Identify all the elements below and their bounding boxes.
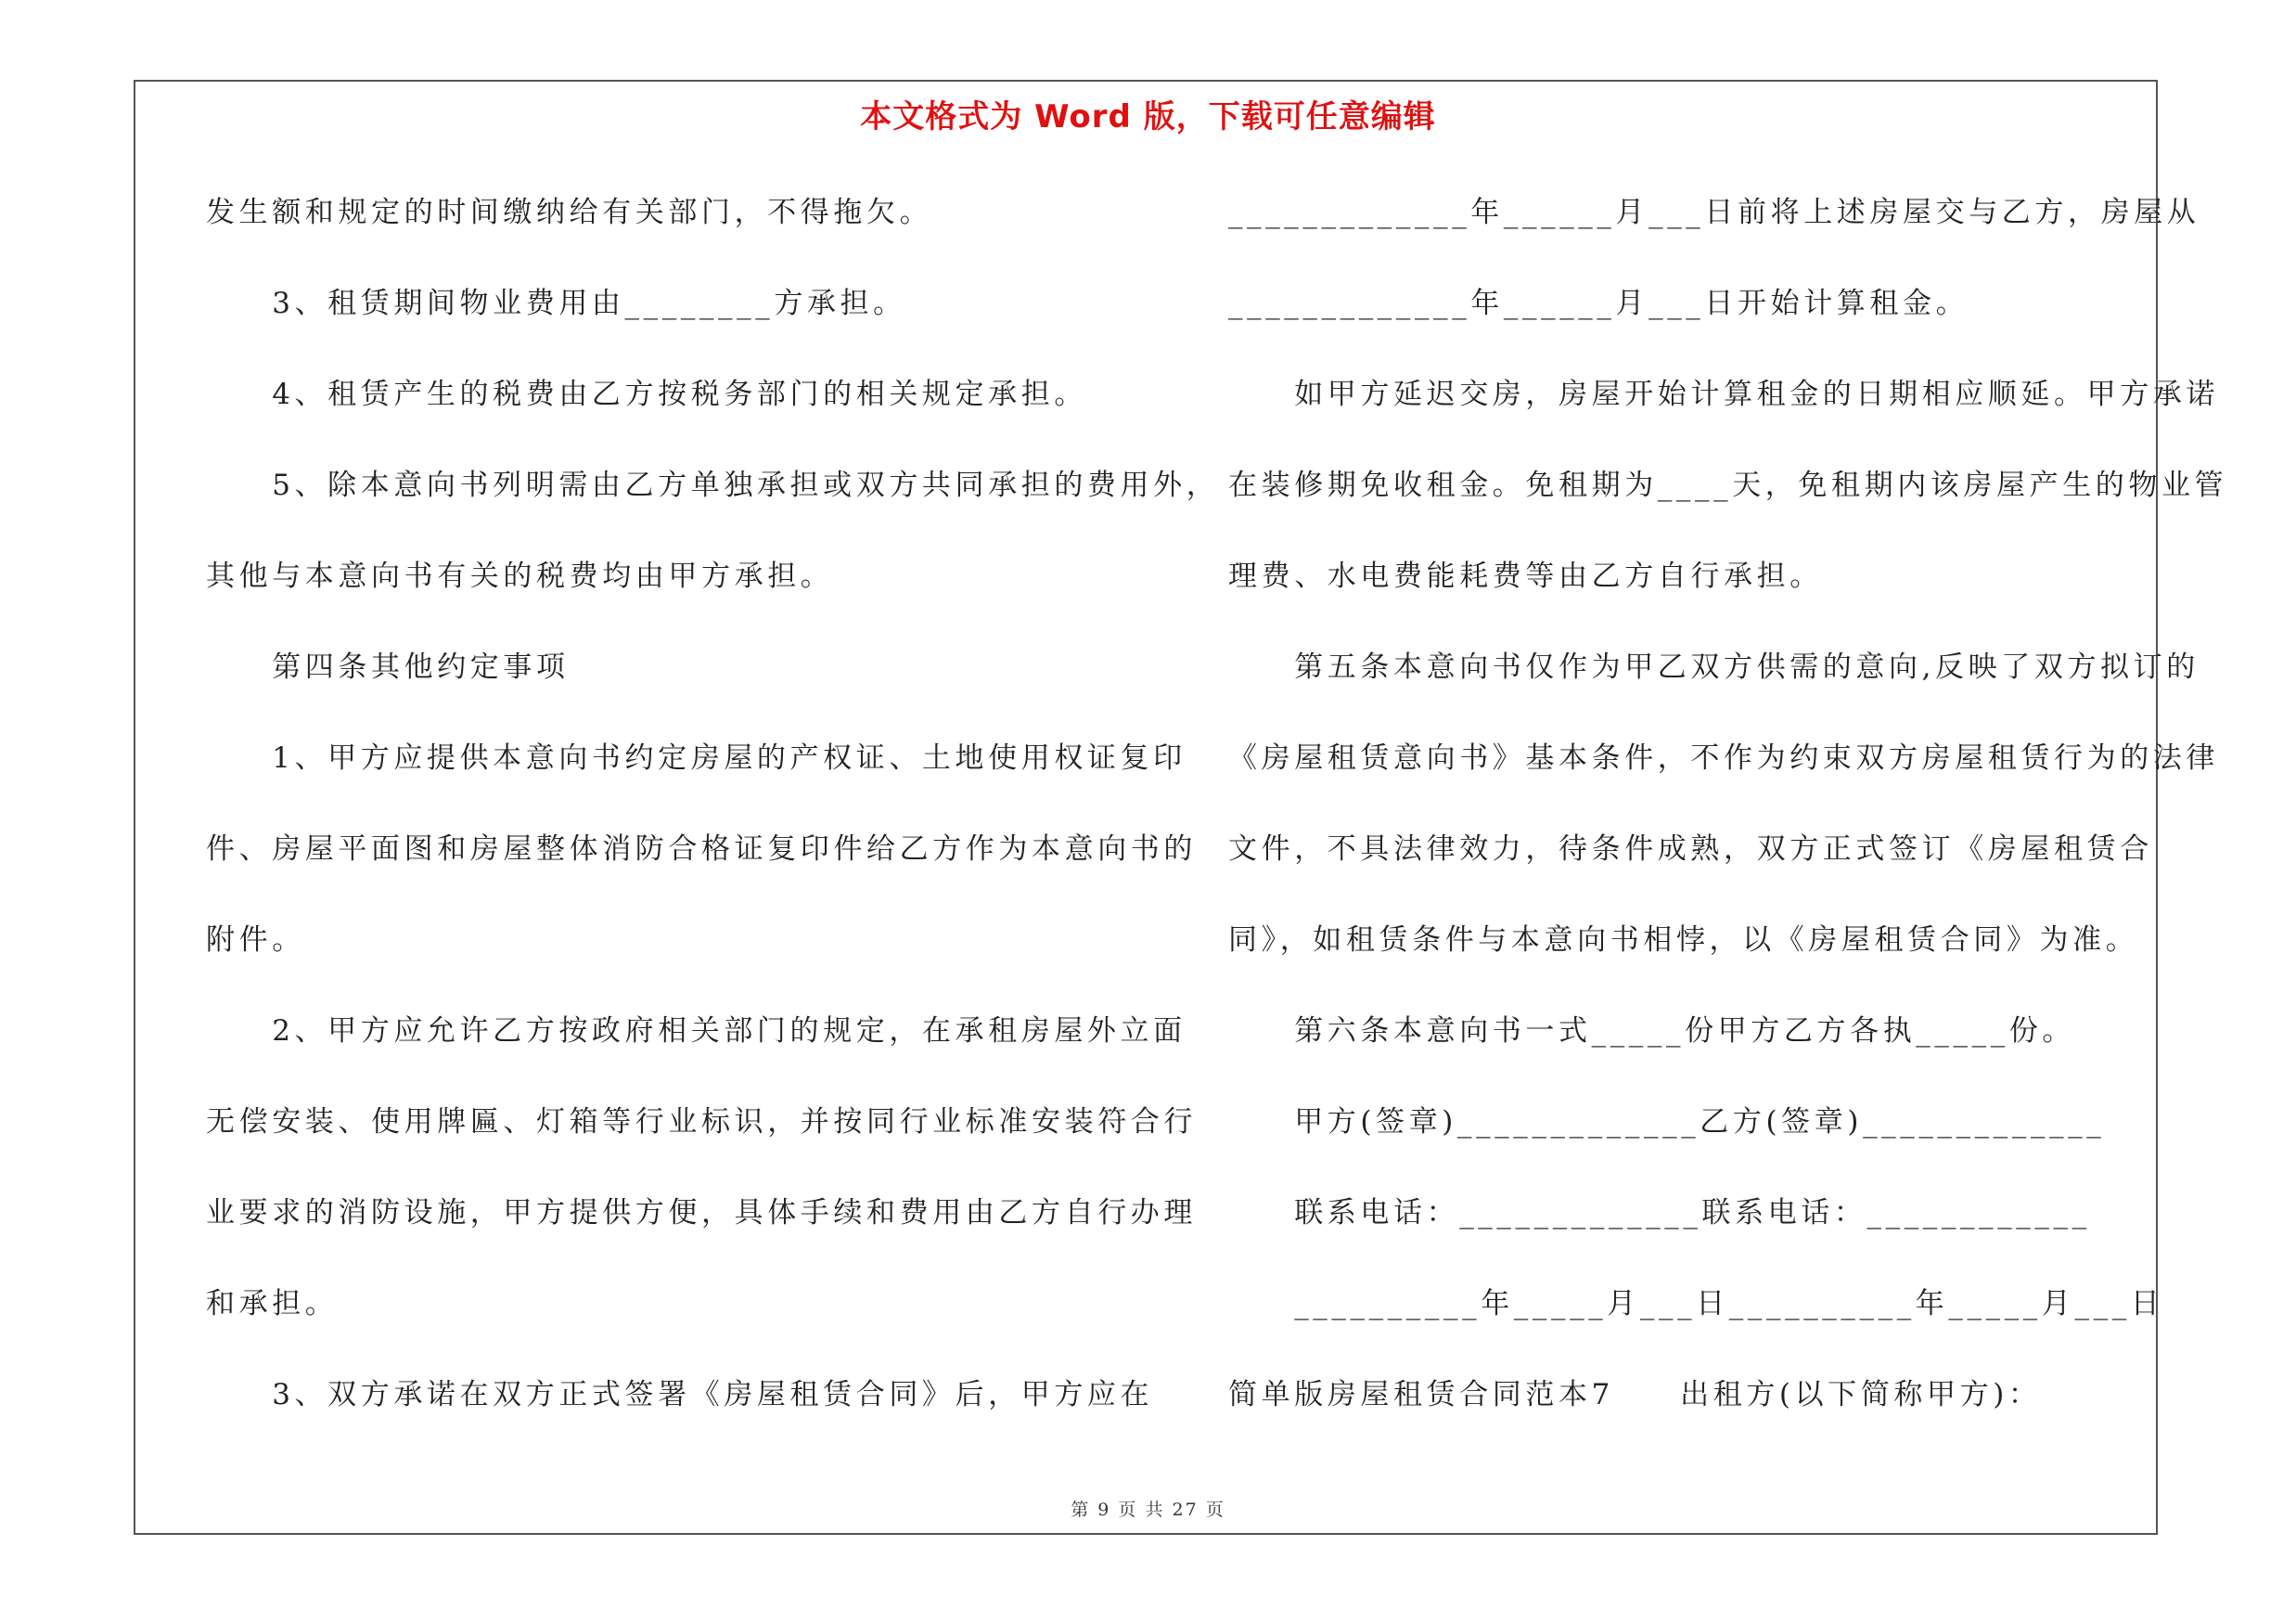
left-line: 和承担。 bbox=[206, 1287, 339, 1320]
left-line: 附件。 bbox=[206, 923, 305, 957]
right-line: 在装修期免收租金。免租期为____天，免租期内该房屋产生的物业管 bbox=[1228, 469, 2228, 502]
format-notice-banner: 本文格式为 Word 版，下载可任意编辑 bbox=[860, 98, 1436, 135]
left-line: 业要求的消防设施，甲方提供方便，具体手续和费用由乙方自行办理 bbox=[206, 1196, 1197, 1230]
right-line: 同》，如租赁条件与本意向书相悖，以《房屋租赁合同》为准。 bbox=[1228, 923, 2139, 957]
left-line: 其他与本意向书有关的税费均由甲方承担。 bbox=[206, 560, 834, 593]
left-line: 无偿安装、使用牌匾、灯箱等行业标识，并按同行业标准安装符合行 bbox=[206, 1105, 1197, 1139]
right-line: 文件，不具法律效力，待条件成熟，双方正式签订《房屋租赁合 bbox=[1228, 832, 2153, 866]
right-line: __________年_____月___日__________年_____月___日 bbox=[1228, 1287, 2164, 1320]
left-line: 3、双方承诺在双方正式签署《房屋租赁合同》后，甲方应在 bbox=[206, 1378, 1154, 1411]
left-line: 件、房屋平面图和房屋整体消防合格证复印件给乙方作为本意向书的 bbox=[206, 832, 1197, 866]
right-line: _____________年______月___日前将上述房屋交与乙方，房屋从 bbox=[1228, 196, 2200, 229]
right-line: 简单版房屋租赁合同范本7 出租方(以下简称甲方)： bbox=[1228, 1378, 2042, 1411]
right-line: 联系电话：_____________联系电话：____________ bbox=[1228, 1196, 2091, 1230]
right-line: 第六条本意向书一式_____份甲方乙方各执_____份。 bbox=[1228, 1014, 2075, 1048]
left-line: 4、租赁产生的税费由乙方按税务部门的相关规定承担。 bbox=[206, 378, 1087, 411]
left-line: 发生额和规定的时间缴纳给有关部门，不得拖欠。 bbox=[206, 196, 933, 229]
right-line: 《房屋租赁意向书》基本条件，不作为约束双方房屋租赁行为的法律 bbox=[1228, 741, 2219, 775]
left-line: 3、租赁期间物业费用由________方承担。 bbox=[206, 287, 906, 320]
left-line: 1、甲方应提供本意向书约定房屋的产权证、土地使用权证复印 bbox=[206, 741, 1186, 775]
right-line: 第五条本意向书仅作为甲乙双方供需的意向,反映了双方拟订的 bbox=[1228, 650, 2200, 684]
page-number-footer: 第 9 页 共 27 页 bbox=[1071, 1500, 1225, 1520]
right-line: 理费、水电费能耗费等由乙方自行承担。 bbox=[1228, 560, 1823, 593]
right-line: 如甲方延迟交房，房屋开始计算租金的日期相应顺延。甲方承诺 bbox=[1228, 378, 2219, 411]
right-line: _____________年______月___日开始计算租金。 bbox=[1228, 287, 1969, 320]
left-line: 2、甲方应允许乙方按政府相关部门的规定，在承租房屋外立面 bbox=[206, 1014, 1186, 1048]
left-line: 5、除本意向书列明需由乙方单独承担或双方共同承担的费用外， bbox=[206, 469, 1220, 502]
left-line: 第四条其他约定事项 bbox=[206, 650, 570, 684]
right-line: 甲方(签章)_____________乙方(签章)_____________ bbox=[1228, 1105, 2106, 1139]
